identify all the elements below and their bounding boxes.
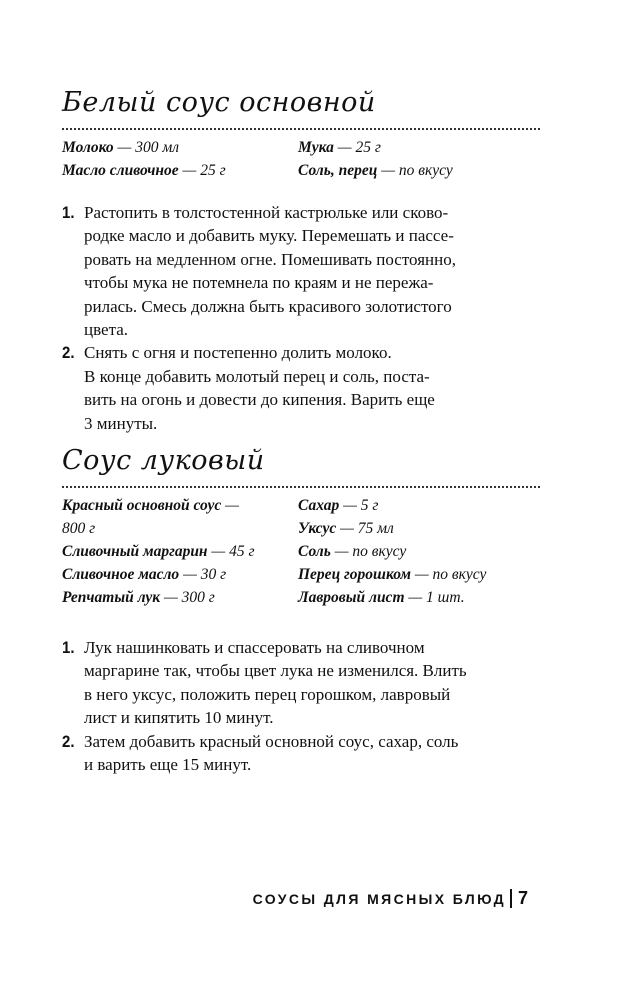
step-line: в него уксус, положить перец горошком, лавровый <box>84 684 451 704</box>
ingredient-name: Сливочное масло <box>62 566 180 583</box>
step-number: 1. <box>62 203 75 222</box>
step-text <box>84 636 540 730</box>
ingredient-name: Сливочный маргарин <box>62 543 208 560</box>
ingredient-amount: 30 г <box>200 566 227 583</box>
step-line: вить на огонь и довести до кипения. Варить еще <box>84 390 435 410</box>
ingredient-amount: по вкусу <box>398 162 453 179</box>
ingredient <box>62 517 298 540</box>
ingredient-name: Соль <box>298 543 331 560</box>
ingredient-amount: 75 мл <box>357 520 394 537</box>
ingredient-amount: 800 г <box>62 520 96 537</box>
ingredient: Перец горошком — по вкусу <box>298 566 487 583</box>
step-text <box>84 341 540 435</box>
ingredient-name: Лавровый лист <box>298 589 405 606</box>
ingredient-name: Перец горошком <box>298 566 411 583</box>
ingredient-name: Молоко <box>62 139 114 156</box>
step-line: Растопить в толстостенной кастрюльке или сково- <box>84 203 449 222</box>
step-line: В конце добавить молотый перец и соль, поста- <box>84 366 430 386</box>
step-line: 3 минуты. <box>84 413 158 433</box>
step-line: родке масло и добавить муку. Перемешать и пассе- <box>84 226 454 246</box>
step-number: 2. <box>62 343 75 363</box>
ingredient-amount: 300 мл <box>135 139 179 156</box>
step-line: чтобы мука не потемнела по краям и не пережа- <box>84 273 434 293</box>
ingredient: Мука — 25 г <box>298 139 381 156</box>
ingredient: Соль, перец — по вкусу <box>298 162 453 179</box>
ingredients-list <box>62 136 540 182</box>
ingredient-name: Соль, перец <box>298 162 378 179</box>
ingredient: Соль — по вкусу <box>298 543 407 560</box>
ingredient-name: Репчатый лук <box>62 589 161 606</box>
recipe-white-sauce <box>62 88 540 435</box>
steps-list <box>62 201 540 435</box>
ingredient: Репчатый лук — 300 г <box>62 589 215 606</box>
step-line: маргарине так, чтобы цвет лука не изменился. Влить <box>84 661 467 681</box>
step-line: рилась. Смесь должна быть красивого золотистого <box>84 296 452 316</box>
section-title: СОУСЫ ДЛЯ МЯСНЫХ БЛЮД <box>252 891 506 907</box>
ingredient: Сливочный маргарин — 45 г <box>62 543 255 560</box>
ingredient-name: Масло сливочное <box>62 162 179 179</box>
ingredient-name: Сахар <box>298 497 340 514</box>
ingredient: Уксус — 75 мл <box>298 520 394 537</box>
ingredient-amount: 25 г <box>355 139 381 156</box>
step <box>62 730 540 777</box>
ingredient-amount: 300 г <box>181 589 215 606</box>
steps-list <box>62 636 540 776</box>
ingredient-amount: 45 г <box>229 543 255 560</box>
step-line: Снять с огня и постепенно долить молоко. <box>84 343 392 363</box>
ingredients-list <box>62 494 540 609</box>
step-line: цвета. <box>84 320 129 340</box>
ingredient-name: Уксус <box>298 520 337 537</box>
ingredient-amount: 1 шт. <box>426 589 465 606</box>
ingredient: Сахар — 5 г <box>298 497 379 514</box>
step-number: 1. <box>62 638 75 657</box>
ingredient: Масло сливочное — 25 г <box>62 162 226 179</box>
recipe-title: Белый соус основной <box>62 87 376 118</box>
step-line: ровать на медленном огне. Помешивать постоянно, <box>84 249 456 269</box>
step <box>62 636 540 730</box>
ingredient-name: Красный основной соус <box>62 497 222 514</box>
dotted-divider <box>62 486 540 488</box>
step-text <box>84 730 540 777</box>
ingredient-amount: по вкусу <box>432 566 487 583</box>
ingredient: Сливочное масло — 30 г <box>62 566 227 583</box>
step-number: 2. <box>62 731 75 751</box>
ingredient-amount: 5 г <box>360 497 379 514</box>
ingredient-name: Мука <box>298 139 334 156</box>
ingredient-amount: 25 г <box>200 162 226 179</box>
footer-divider <box>510 889 512 908</box>
ingredient-amount: по вкусу <box>352 543 407 560</box>
recipe-title: Соус луковый <box>62 445 265 476</box>
ingredient: Красный основной соус — <box>62 497 239 514</box>
dotted-divider <box>62 128 540 130</box>
step <box>62 341 540 435</box>
ingredient: Молоко — 300 мл <box>62 139 179 156</box>
recipe-onion-sauce <box>62 446 540 776</box>
page-number: 7 <box>517 888 528 908</box>
step-text <box>84 201 540 341</box>
step <box>62 201 540 341</box>
step-line: лист и кипятить 10 минут. <box>84 708 274 728</box>
page-footer <box>0 888 528 909</box>
step-line: Затем добавить красный основной соус, сахар, соль <box>84 731 459 751</box>
step-line: и варить еще 15 минут. <box>84 755 252 775</box>
ingredient: Лавровый лист — 1 шт. <box>298 589 465 606</box>
step-line: Лук нашинковать и спассеровать на сливочном <box>84 638 425 657</box>
